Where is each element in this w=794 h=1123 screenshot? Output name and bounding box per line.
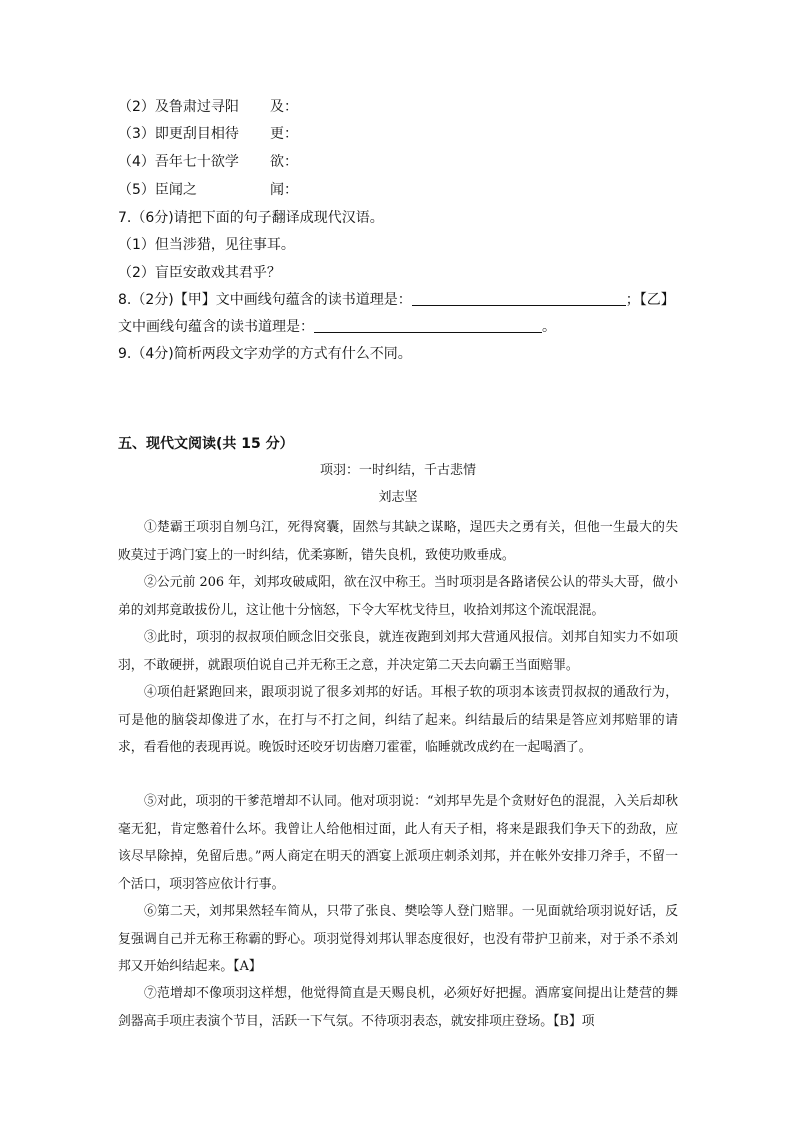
q8-line1 [118,290,675,310]
q8-prompt-b: 文中画线句蕴含的读书道理是： [118,319,314,335]
q8-line2 [118,317,556,337]
article-paragraph: ②公元前 206 年，刘邦攻破咸阳，欲在汉中称王。当时项羽是各路诸侯公认的带头大哥，做小弟的刘邦竟敢拔份儿，这让他十分恼怒，下令大军枕戈待旦，收拾刘邦这个流氓混混。 [118,575,678,618]
q6-sentence: （2）及鲁肃过寻阳 [118,99,239,115]
q8-separator: ；【乙】 [625,292,675,308]
article-paragraph: ③此时，项羽的叔叔项伯顾念旧交张良，就连夜跑到刘邦大营通风报信。刘邦自知实力不如项羽，不敢硬拼，就跟项伯说自己并无称王之意，并决定第二天去向霸王当面赔罪。 [118,630,678,673]
article-paragraph: ⑥第二天，刘邦果然轻车简从，只带了张良、樊哙等人登门赔罪。一见面就给项羽说好话，反复强调自己并无称王称霸的野心。项羽觉得刘邦认罪态度很好，也没有带护卫前来，对于杀不杀刘邦又开始纠结起来。【A】 [118,904,678,974]
q6-word: 更： [270,126,298,142]
article-paragraph: ①楚霸王项羽自刎乌江，死得窝囊，固然与其缺之谋略，逞匹夫之勇有关，但他一生最大的失败莫过于鸿门宴上的一时纠结，优柔寡断，错失良机，致使功败垂成。 [118,520,678,563]
q7-item: （2）盲臣安敢戏其君乎？ [118,265,281,281]
q6-word: 及： [270,99,298,115]
q6-sentence: （4）吾年七十欲学 [118,154,239,170]
article-title: 项羽：一时纠结，千古悲情 [319,463,476,478]
q6-word: 闻： [270,182,298,198]
q6-word: 欲： [270,154,298,170]
answer-blank-a[interactable] [412,290,626,306]
q8-prompt-a: 8.（2分)【甲】文中画线句蕴含的读书道理是： [118,292,412,308]
article-paragraph: ④项伯赶紧跑回来，跟项羽说了很多刘邦的好话。耳根子软的项羽本该责罚叔叔的通敌行为，可是他的脑袋却像进了水，在打与不打之间，纠结了起来。纠结最后的结果是答应刘邦赔罪的请求，看看他的表现再说。晚饭时还咬牙切齿磨刀霍霍，临睡就改成约在一起喝酒了。 [118,685,678,755]
article-author: 刘志坚 [378,490,418,505]
answer-blank-b[interactable] [314,317,542,333]
q7-prompt: 7.（6分)请把下面的句子翻译成现代汉语。 [118,210,384,226]
article-paragraph: ⑤对此，项羽的干爹范增却不认同。他对项羽说：“刘邦早先是个贪财好色的混混，入关后却秋毫无犯，肯定憋着什么坏。我曾让人给他相过面，此人有天子相，将来是跟我们争天下的劲敌，应该尽早除掉，免留后患。”两人商定在明天的酒宴上派项庄刺杀刘邦，并在帐外安排刀斧手，不留一个活口，项羽答应依计行事。 [118,794,678,892]
q7-item: （1）但当涉猎，见往事耳。 [118,237,295,253]
section-title: 五、现代文阅读(共 15 分） [118,436,294,452]
q9-prompt: 9.（4分)简析两段文字劝学的方式有什么不同。 [118,346,412,362]
q8-end: 。 [542,319,556,335]
q6-sentence: （5）臣闻之 [118,182,197,198]
article-paragraph: ⑦范增却不像项羽这样想，他觉得简直是天赐良机，必须好好把握。酒席宴间提出让楚营的舞剑器高手项庄表演个节目，活跃一下气氛。不待项羽表态，就安排项庄登场。【B】项 [118,986,678,1029]
q6-sentence: （3）即更刮目相待 [118,126,239,142]
